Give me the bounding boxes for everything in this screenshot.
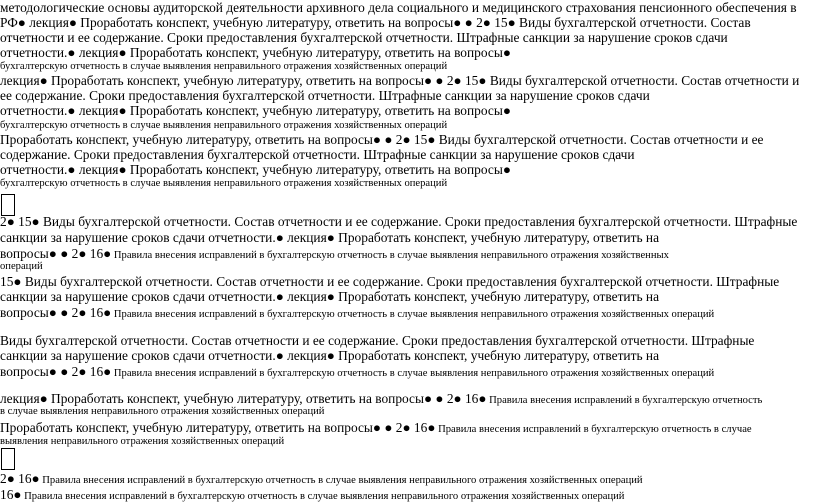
text-line-small: выявления неправильного отражения хозяйственных операций [0,436,285,447]
text-segment-small: Правила внесения исправлений в бухгалтерскую отчетность в случае выявления неправильного отражения хозяйственных [111,250,669,261]
text-line-small: бухгалтерскую отчетность в случае выявления неправильного отражения хозяйственных операций [0,61,448,72]
text-line: РФ● лекция● Проработать конспект, учебную литературу, ответить на вопросы● ● 2● 15● Виды бухгалтерской отчетности. Состав [0,15,751,30]
text-line-small: в случае выявления неправильного отражения хозяйственных операций [0,406,325,417]
empty-box [1,194,15,216]
text-line: отчетности и ее содержание. Сроки предоставления бухгалтерской отчетности. Штрафные санкции за нарушение сроков сдачи [0,30,728,45]
text-line-mixed [0,419,752,437]
text-segment: 16● [0,487,22,502]
text-line: санкции за нарушение сроков сдачи отчетности.● лекция● Проработать конспект, учебную литературу, ответить на [0,289,660,304]
text-segment: вопросы● ● 2● 16● [0,305,112,320]
text-line: отчетности.● лекция● Проработать конспект, учебную литературу, ответить на вопросы● [0,45,511,60]
text-line: Виды бухгалтерской отчетности. Состав отчетности и ее содержание. Сроки предоставления бухгалтерской отчетности. Штрафные [0,333,755,348]
text-line: санкции за нарушение сроков сдачи отчетности.● лекция● Проработать конспект, учебную литературу, ответить на [0,230,660,245]
text-segment-small: Правила внесения исправлений в бухгалтерскую отчетность в случае выявления неправильного отражения хозяйственных операций [21,491,625,502]
text-segment-small: Правила внесения исправлений в бухгалтерскую отчетность в случае [435,424,752,435]
text-line-small: операций [0,261,43,272]
text-line-mixed [0,486,624,504]
text-line-mixed [0,363,714,381]
text-line: отчетности.● лекция● Проработать конспект, учебную литературу, ответить на вопросы● [0,162,511,177]
text-segment-small: Правила внесения исправлений в бухгалтерскую отчетность в случае выявления неправильного отражения хозяйственных операций [39,475,643,486]
text-line: 15● Виды бухгалтерской отчетности. Состав отчетности и ее содержание. Сроки предоставления бухгалтерской отчетности. Штрафные [0,274,780,289]
text-segment: вопросы● ● 2● 16● [0,246,112,261]
text-segment-small: Правила внесения исправлений в бухгалтерскую отчетность в случае выявления неправильного отражения хозяйственных операций [111,368,715,379]
text-segment-small: Правила внесения исправлений в бухгалтерскую отчетность в случае выявления неправильного отражения хозяйственных операций [111,309,715,320]
text-line: содержание. Сроки предоставления бухгалтерской отчетности. Штрафные санкции за нарушение сроков сдачи [0,147,635,162]
text-line: отчетности.● лекция● Проработать конспект, учебную литературу, ответить на вопросы● [0,103,511,118]
text-line: методологические основы аудиторской деятельности архивного дела социального и медицинского страхования пенсионного обеспечения в [0,0,797,15]
text-line-small: бухгалтерскую отчетность в случае выявления неправильного отражения хозяйственных операций [0,178,448,189]
text-line-mixed [0,304,714,322]
empty-box [1,448,15,470]
text-segment: лекция● Проработать конспект, учебную литературу, ответить на вопросы● ● 2● 16● [0,391,487,406]
text-segment-small: Правила внесения исправлений в бухгалтерскую отчетность [486,395,763,406]
text-line: санкции за нарушение сроков сдачи отчетности.● лекция● Проработать конспект, учебную литературу, ответить на [0,348,660,363]
text-segment: вопросы● ● 2● 16● [0,364,112,379]
text-line-small: бухгалтерскую отчетность в случае выявления неправильного отражения хозяйственных операций [0,120,448,131]
text-line-mixed [0,245,669,263]
text-segment: 2● 16● [0,471,40,486]
text-line: Проработать конспект, учебную литературу, ответить на вопросы● ● 2● 15● Виды бухгалтерской отчетности. Состав отчетности и ее [0,132,764,147]
text-line: ее содержание. Сроки предоставления бухгалтерской отчетности. Штрафные санкции за нарушение сроков сдачи [0,88,650,103]
text-line: лекция● Проработать конспект, учебную литературу, ответить на вопросы● ● 2● 15● Виды бухгалтерской отчетности. Состав отчетности и [0,73,800,88]
text-segment: Проработать конспект, учебную литературу, ответить на вопросы● ● 2● 16● [0,420,436,435]
text-line: 2● 15● Виды бухгалтерской отчетности. Состав отчетности и ее содержание. Сроки предоставления бухгалтерской отчетности. Штрафные [0,214,798,229]
